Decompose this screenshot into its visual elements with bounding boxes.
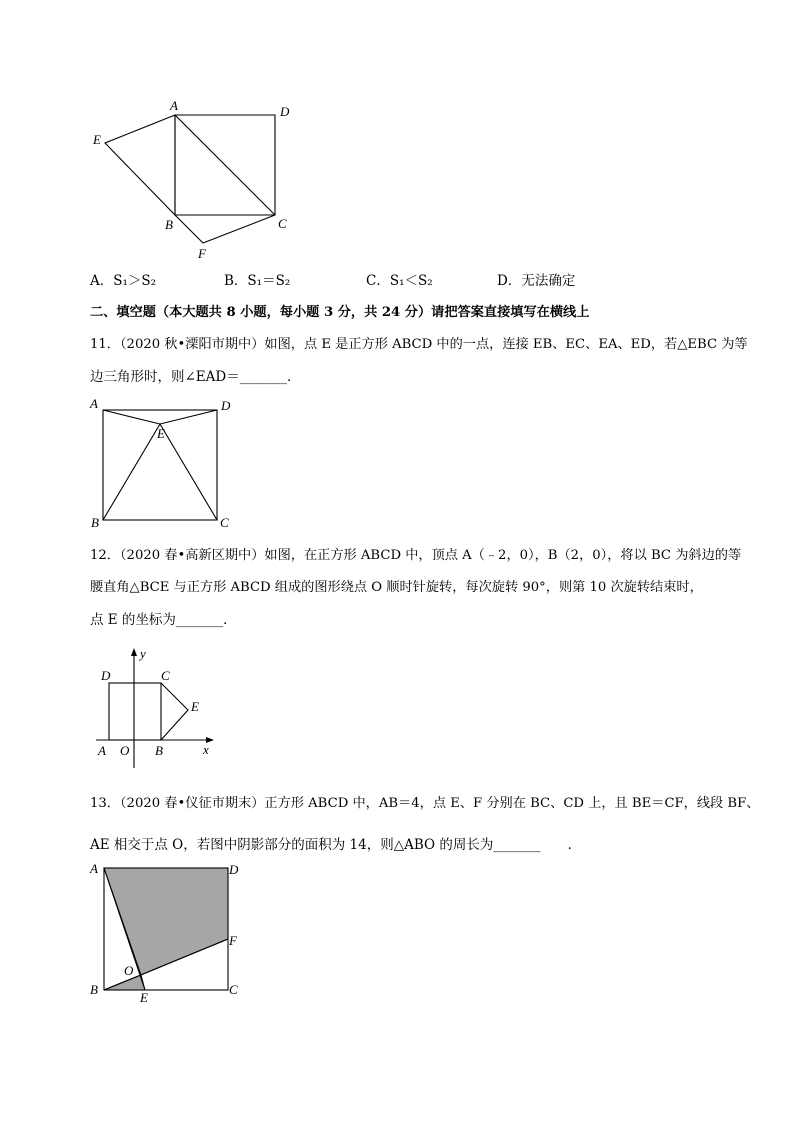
q13-line1: 13．（2020 春•仪征市期末）正方形 ABCD 中，AB＝4，点 E、F 分别在 BC、CD 上，且 BE＝CF，线段 BF、 [90,796,760,811]
label-e: E [93,132,101,147]
shaded-region-top [104,868,228,975]
option-a: A．S₁＞S₂ [90,273,157,289]
label-e: E [191,699,199,714]
label-d: D [280,104,290,119]
label-a: A [98,743,106,758]
label-f: F [198,246,206,261]
label-c: C [161,668,170,683]
label-b: B [165,217,173,232]
q12-line2: 腰直角△BCE 与正方形 ABCD 组成的图形绕点 O 顺时针旋转，每次旋转 90°，则第 10 次旋转结束时， [90,580,703,595]
label-c: C [229,982,238,997]
option-b: B．S₁＝S₂ [224,273,291,289]
label-e: E [157,426,165,441]
label-d: D [229,862,239,877]
label-o: O [124,963,134,978]
section-heading: 二、填空题（本大题共 8 小题，每小题 3 分，共 24 分）请把答案直接填写在横线上 [90,305,590,320]
label-d: D [101,668,111,683]
label-c: C [220,515,229,530]
label-y: y [140,646,146,661]
q13-line2: AE 相交于点 O，若图中阴影部分的面积为 14，则△ABO 的周长为_______ ． [90,837,582,853]
option-c: C．S₁＜S₂ [366,273,433,289]
label-a: A [90,861,98,876]
label-x: x [203,742,209,757]
label-d: D [221,398,231,413]
label-b: B [90,982,98,997]
q11-line2: 边三角形时，则∠EAD＝_______． [90,369,301,385]
q12-line1: 12．（2020 春•高新区期中）如图，在正方形 ABCD 中，顶点 A（﹣2，0），B（2，0），将以 BC 为斜边的等 [90,548,742,563]
label-a: A [170,98,178,113]
label-o: O [120,743,130,758]
q12-line3: 点 E 的坐标为_______． [90,612,237,628]
option-d: D．无法确定 [497,273,576,289]
label-a: A [90,396,98,411]
label-c: C [278,216,287,231]
label-b: B [91,515,99,530]
label-e: E [140,990,148,1005]
label-f: F [229,933,237,948]
q11-line1: 11．（2020 秋•溧阳市期中）如图，点 E 是正方形 ABCD 中的一点，连接 EB、EC、EA、ED，若△EBC 为等 [90,337,748,352]
label-b: B [155,743,163,758]
